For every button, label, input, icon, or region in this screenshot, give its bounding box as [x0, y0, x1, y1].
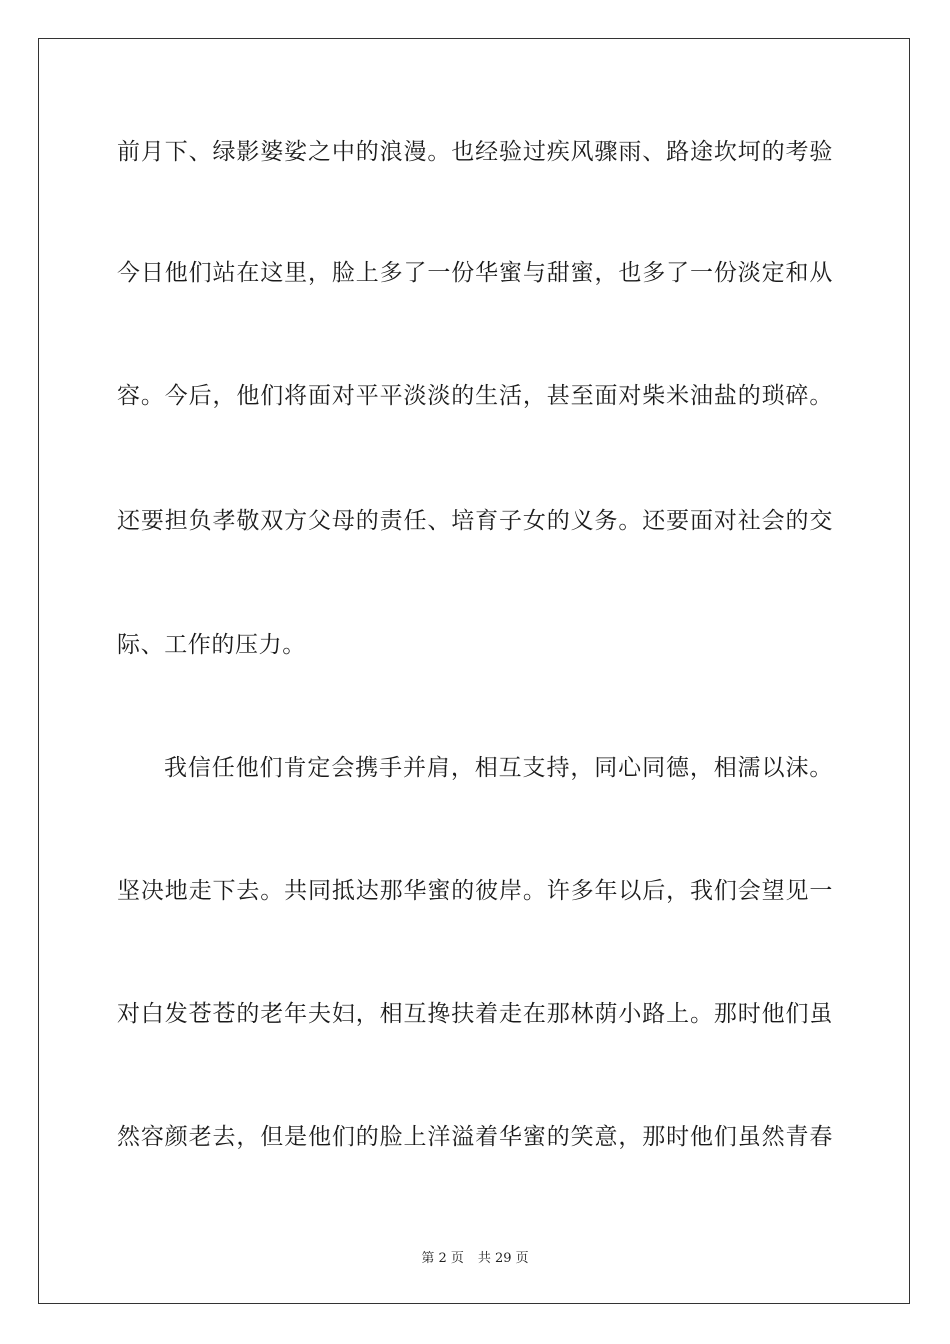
text-line: 对白发苍苍的老年夫妇，相互搀扶着走在那林荫小路上。那时他们虽: [117, 1001, 833, 1027]
text-line: 容。今后，他们将面对平平淡淡的生活，甚至面对柴米油盐的琐碎。: [117, 383, 833, 409]
page-border: [38, 38, 910, 1304]
text-line: 际、工作的压力。: [117, 632, 306, 658]
page-number: 第 2 页: [421, 1251, 464, 1266]
text-line: 前月下、绿影婆娑之中的浪漫。也经验过疾风骤雨、路途坎坷的考验: [117, 139, 833, 165]
text-line: 坚决地走下去。共同抵达那华蜜的彼岸。许多年以后，我们会望见一: [117, 878, 833, 904]
page-footer: [0, 1247, 950, 1266]
text-line: 还要担负孝敬双方父母的责任、培育子女的义务。还要面对社会的交: [117, 508, 833, 534]
page-total: 共 29 页: [477, 1251, 529, 1266]
text-line: 今日他们站在这里，脸上多了一份华蜜与甜蜜，也多了一份淡定和从: [117, 260, 833, 286]
paragraph-first-line: 我信任他们肯定会携手并肩，相互支持，同心同德，相濡以沫。: [164, 755, 833, 781]
text-line: 然容颜老去，但是他们的脸上洋溢着华蜜的笑意，那时他们虽然青春: [117, 1124, 833, 1150]
